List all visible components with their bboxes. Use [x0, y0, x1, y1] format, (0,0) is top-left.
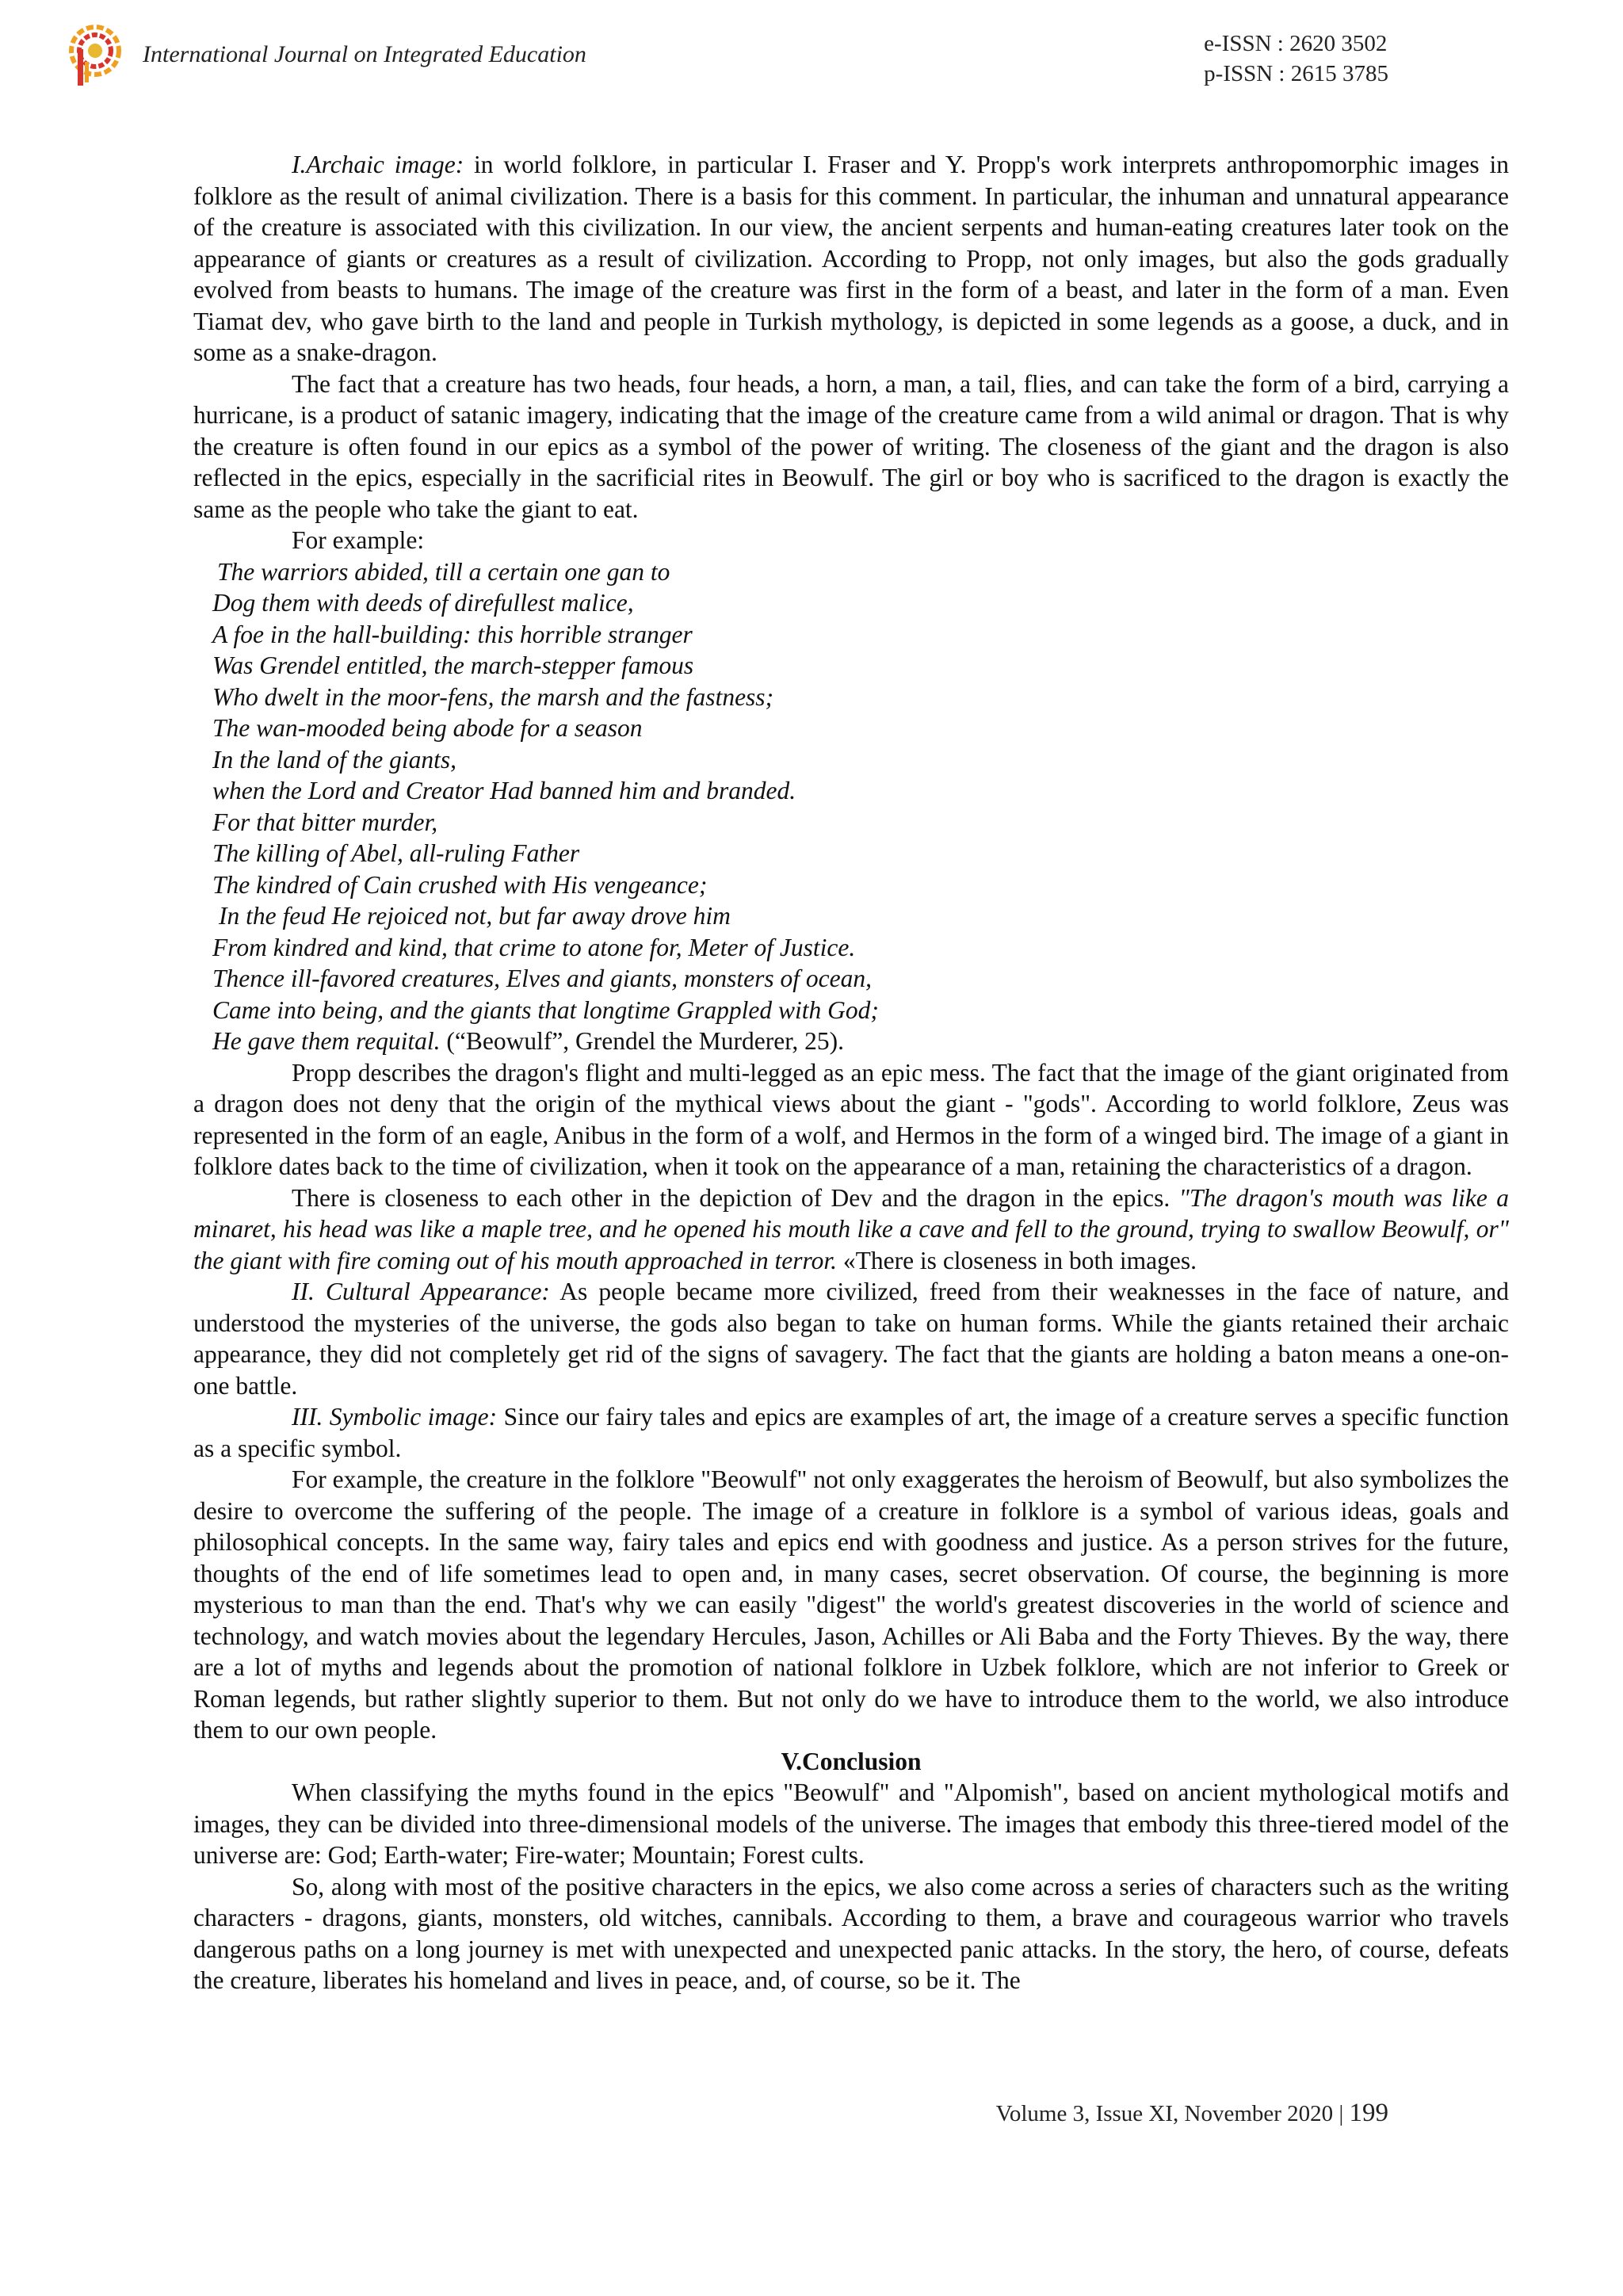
paragraph-for-example: For example:	[292, 526, 425, 554]
verse-line: Who dwelt in the moor-fens, the marsh and the fastness;	[212, 682, 774, 711]
verse-line: A foe in the hall-building: this horrible stranger	[212, 620, 693, 648]
beowulf-verse	[193, 556, 1509, 1057]
journal-name: International Journal on Integrated Education	[143, 41, 586, 67]
paragraph-symbolic-image	[193, 1401, 1509, 1464]
section-lead-symbolic: III. Symbolic image:	[292, 1403, 498, 1431]
paragraph-text: Since our fairy tales and epics are examples of art, the image of a creature serves a specific function as a specific symbol.	[193, 1403, 1510, 1462]
pissn: p-ISSN : 2615 3785	[1204, 61, 1388, 86]
verse-line: Came into being, and the giants that longtime Grappled with God;	[212, 995, 879, 1024]
verse-line: For that bitter murder,	[212, 808, 438, 836]
article-body	[193, 149, 1509, 1996]
section-heading-conclusion: V.Conclusion	[781, 1747, 922, 1775]
journal-logo-icon	[67, 22, 124, 89]
verse-line: Was Grendel entitled, the march-stepper famous	[212, 651, 694, 679]
paragraph-dev-dragon	[193, 1182, 1509, 1277]
paragraph-creature-form: The fact that a creature has two heads, four heads, a horn, a man, a tail, flies, and can take the form of a bird, carrying a hurricane, is a product of satanic imagery, indicating that the image of the creature came from a wild animal or dragon. That is why the creature is often found in our epics as a symbol of the power of writing. The closeness of the giant and the dragon is also reflected in the epics, especially in the sacrificial rites in Beowulf. The girl or boy who is sacrificed to the dragon is exactly the same as the people who take the giant to eat.	[193, 369, 1509, 523]
verse-line: In the land of the giants,	[212, 745, 456, 774]
section-lead-archaic: I.Archaic image:	[292, 151, 464, 178]
eissn: e-ISSN : 2620 3502	[1204, 31, 1388, 56]
verse-line: From kindred and kind, that crime to atone for, Meter of Justice.	[212, 933, 856, 961]
section-lead-cultural: II. Cultural Appearance:	[292, 1278, 550, 1305]
volume-info: Volume 3, Issue XI, November 2020	[995, 2101, 1334, 2126]
verse-line: Dog them with deeds of direfullest malice,	[212, 589, 634, 617]
verse-line: The warriors abided, till a certain one gan to	[217, 557, 670, 586]
paragraph-beowulf-symbol: For example, the creature in the folklore "Beowulf" not only exaggerates the heroism of Beowulf, but also symbolizes the desire to overcome the suffering of the people. The image of a creature in folklore is a symbol of various ideas, goals and philosophical concepts. In the same way, fairy tales and epics end with goodness and justice. As a person strives for the future, thoughts of the end of life sometimes lead to open and, in many cases, secret observation. Of course, the beginning is more mysterious to man than the end. That's why we can easily "digest" the world's greatest discoveries in the world of science and technology, and watch movies about the legendary Hercules, Jason, Achilles or Ali Baba and the Forty Thieves. By the way, there are a lot of myths and legends about the promotion of national folklore in Uzbek folklore, which are not inferior to Greek or Roman legends, but rather slightly superior to them. But not only do we have to introduce them to the world, we also introduce them to our own people.	[193, 1465, 1509, 1744]
verse-line: The wan-mooded being abode for a season	[212, 714, 643, 742]
paragraph-archaic-image	[193, 149, 1509, 369]
paragraph-cultural-appearance	[193, 1276, 1509, 1401]
paragraph-text: There is closeness to each other in the depiction of Dev and the dragon in the epics.	[292, 1183, 1179, 1212]
verse-line: The killing of Abel, all-ruling Father	[212, 839, 580, 867]
page-number: 199	[1349, 2099, 1388, 2127]
paragraph-propp: Propp describes the dragon's flight and multi-legged as an epic mess. The fact that the image of the giant originated from a dragon does not deny that the origin of the mythical views about the giant - "gods". According to world folklore, Zeus was represented in the form of an eagle, Anibus in the form of a wolf, and Hermos in the form of a winged bird. The image of a giant in folklore dates back to the time of civilization, when it took on the appearance of a man, retaining the characteristics of a dragon.	[193, 1058, 1509, 1180]
paragraph-text: «There is closeness in both images.	[836, 1246, 1197, 1274]
verse-citation: (“Beowulf”, Grendel the Murderer, 25).	[440, 1027, 845, 1055]
paragraph-classifying-myths: When classifying the myths found in the epics "Beowulf" and "Alpomish", based on ancient mythological motifs and images, they can be divided into three-dimensional models of the universe. The images that embody this three-tiered model of the universe are: God; Earth-water; Fire-water; Mountain; Forest cults.	[193, 1778, 1509, 1869]
verse-line: when the Lord and Creator Had banned him and branded.	[212, 777, 796, 804]
verse-line: In the feud He rejoiced not, but far away drove him	[219, 902, 731, 930]
page-footer	[996, 2099, 1388, 2128]
paragraph-text: in world folklore, in particular I. Fraser and Y. Propp's work interprets anthropomorphic images in folklore as the result of animal civilization. There is a basis for this comment. In particular, the inhuman and unnatural appearance of the creature is associated with this civilization. In our view, the ancient serpents and human-eating creatures later took on the appearance of giants or creatures as a result of civilization. According to Propp, not only images, but also the gods gradually evolved from beasts to humans. The image of the creature was first in the form of a beast, and later in the form of a man. Even Tiamat dev, who gave birth to the land and people in Turkish mythology, is depicted in some legends as a goose, a duck, and in some as a snake-dragon.	[193, 151, 1509, 366]
verse-line: Thence ill-favored creatures, Elves and giants, monsters of ocean,	[212, 965, 872, 992]
dragon-quote: "The dragon's mouth was like a minaret, his head was like a maple tree, and he opened his mouth like a cave and fell to the ground, trying to swallow Beowulf, or" the giant with fire coming out of his mouth approached in terror.	[193, 1183, 1509, 1274]
paragraph-text: As people became more civilized, freed from their weaknesses in the face of nature, and understood the mysteries of the universe, the gods also began to take on human forms. While the giants retained their archaic appearance, they did not completely get rid of the signs of savagery. The fact that the giants are holding a baton means a one-on-one battle.	[193, 1278, 1509, 1400]
verse-line: The kindred of Cain crushed with His vengeance;	[212, 870, 708, 899]
issn-block	[1204, 29, 1388, 89]
verse-line-last	[193, 1026, 1509, 1057]
verse-text: He gave them requital.	[212, 1027, 441, 1055]
paragraph-positive-characters: So, along with most of the positive characters in the epics, we also come across a series of characters such as the writing characters - dragons, giants, monsters, old witches, cannibals. According to them, a brave and courageous warrior who travels dangerous paths on a long journey is met with unexpected and unexpected panic attacks. In the story, the hero, of course, defeats the creature, liberates his homeland and lives in peace, and, of course, so be it. The	[193, 1872, 1509, 1994]
footer-separator: |	[1333, 2101, 1350, 2126]
